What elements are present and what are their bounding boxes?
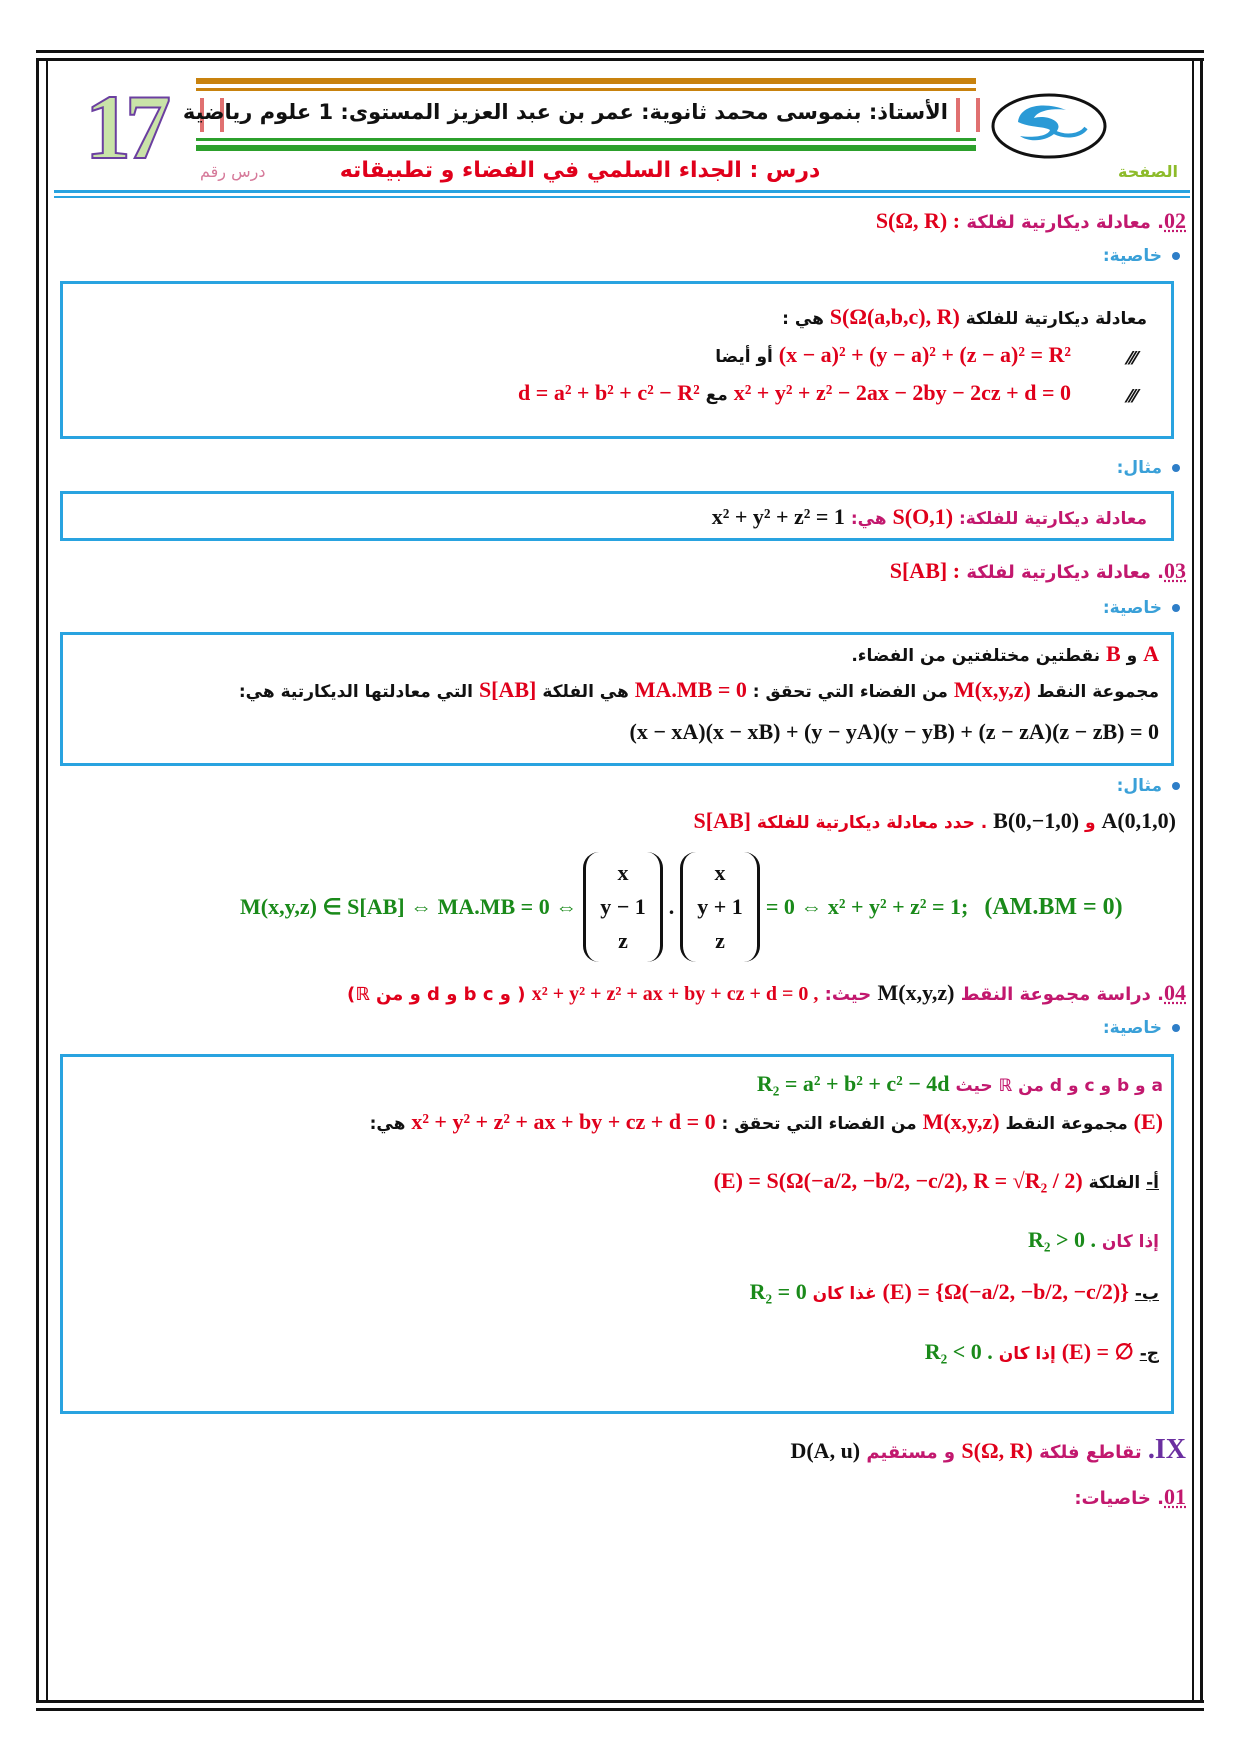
property-box-03 xyxy=(60,632,1174,766)
header-divider2 xyxy=(54,196,1190,198)
box03-line1: A و B نقطتين مختلفتين من الفضاء. xyxy=(851,641,1159,666)
header-stripe-top2 xyxy=(196,88,976,91)
frame-bottom-inner xyxy=(36,1708,1204,1711)
section-ix-heading: IX. تقاطع فلكة S(Ω, R) و مستقيم D(A, u) xyxy=(790,1434,1186,1465)
case-a-condition: إذا كان R₂ > 0 . xyxy=(1027,1227,1159,1252)
logo-icon xyxy=(990,92,1108,160)
section-02-number: 02 xyxy=(1164,208,1186,233)
check-icon-2: ⁄⁄⁄ xyxy=(1127,386,1137,407)
frame-bottom-outer xyxy=(36,1700,1204,1703)
box02-line1: معادلة ديكارتية للفلكة S(Ω(a,b,c), R) هي : xyxy=(782,304,1147,329)
label-lesson: درس رقم xyxy=(200,162,266,181)
section-02-heading: 02. معادلة ديكارتية لفلكة S(Ω, R) : xyxy=(875,208,1186,233)
section-ix-01-heading: 01. خاصيات: xyxy=(1074,1484,1186,1509)
header-stripe-bottom2 xyxy=(196,145,976,151)
example-1-label: مثال: xyxy=(1117,458,1180,478)
header-stripe-bottom xyxy=(196,138,976,141)
bullet-icon xyxy=(1172,782,1180,790)
example-box-1 xyxy=(60,491,1174,541)
box02-eq1: (x − a)² + (y − a)² + (z − a)² = R² أو أيضا xyxy=(715,342,1071,367)
frame-left xyxy=(36,60,39,1700)
bullet-icon xyxy=(1172,464,1180,472)
logo-emblem xyxy=(990,92,1108,160)
header-divider xyxy=(54,190,1190,193)
box04-line2: (E) مجموعة النقط M(x,y,z) من الفضاء التي تحقق : x² + y² + z² + ax + by + cz + d = 0 هي: xyxy=(369,1109,1163,1134)
property-box-04 xyxy=(60,1054,1174,1414)
example-2-task: A(0,1,0) و B(0,−1,0) . حدد معادلة ديكارتية للفلكة S[AB] xyxy=(693,808,1176,833)
frame-top-inner xyxy=(36,58,1204,61)
frame-right-inner xyxy=(1192,60,1194,1700)
frame-right xyxy=(1200,60,1203,1700)
case-b: ب- (E) = {Ω(−a/2, −b/2, −c/2)} غذا كان R₂ = 0 xyxy=(749,1279,1159,1304)
frame-left-inner xyxy=(46,60,48,1700)
header-stripe-top xyxy=(196,78,976,84)
box04-line1: a و b و c و d من ℝ حيث R₂ = a² + b² + c² − 4d xyxy=(756,1071,1163,1096)
section-02-title: معادلة ديكارتية لفلكة xyxy=(966,212,1151,233)
bullet-icon xyxy=(1172,1024,1180,1032)
box03-equation: (x − xA)(x − xB) + (y − yA)(y − yB) + (z − zA)(z − zB) = 0 xyxy=(629,719,1159,744)
section-04-heading: 04. دراسة مجموعة النقط M(x,y,z) حيث: x² + y² + z² + ax + by + cz + d = 0 , ( و b c و d و من ℝ) xyxy=(347,980,1186,1005)
vector-1: x y − 1 z xyxy=(583,852,663,962)
page-number-badge xyxy=(80,76,170,178)
section-03-heading: 03. معادلة ديكارتية لفلكة S[AB] : xyxy=(889,558,1186,583)
box02-eq2: x² + y² + z² − 2ax − 2by − 2cz + d = 0 مع d = a² + b² + c² − R² xyxy=(518,380,1071,405)
check-icon-1: ⁄⁄⁄ xyxy=(1127,348,1137,369)
bullet-icon xyxy=(1172,604,1180,612)
example-2-label: مثال: xyxy=(1117,776,1180,796)
example-1-content: معادلة ديكارتية للفلكة: S(O,1) هي: x² + y² + z² = 1 xyxy=(711,504,1147,529)
bullet-icon xyxy=(1172,252,1180,260)
header-right-bars xyxy=(956,98,980,132)
lesson-title: درس : الجداء السلمي في الفضاء و تطبيقاته xyxy=(339,158,821,183)
section-02-math: S(Ω, R) : xyxy=(875,208,961,233)
example-2-calculation: M(x,y,z) ∈ S[AB] ⇔ MA.MB = 0 ⇔ x y − 1 z . x y + 1 z = 0 ⇔ x² + y² + z² = 1; (AM.BM = 0) xyxy=(240,852,1123,962)
teacher-title: الأستاذ: بنموسى محمد ثانوية: عمر بن عبد العزيز المستوى: 1 علوم رياضية xyxy=(182,100,948,124)
section-02-property-label: خاصية: xyxy=(1103,246,1180,266)
label-page: الصفحة xyxy=(1118,162,1179,181)
section-03-property-label: خاصية: xyxy=(1103,598,1180,618)
section-04-property-label: خاصية: xyxy=(1103,1018,1180,1038)
page-number: 17 xyxy=(85,76,165,178)
vector-2: x y + 1 z xyxy=(680,852,760,962)
case-a: أ- الفلكة (E) = S(Ω(−a/2, −b/2, −c/2), R = √R₂ / 2) xyxy=(713,1168,1159,1193)
property-box-02 xyxy=(60,281,1174,439)
case-c: ج- (E) = ∅ إذا كان R₂ < 0 . xyxy=(924,1339,1159,1364)
box03-line2: مجموعة النقط M(x,y,z) من الفضاء التي تحقق : MA.MB = 0 هي الفلكة S[AB] التي معادلتها الديكارتية هي: xyxy=(238,677,1159,702)
frame-top-outer xyxy=(36,50,1204,53)
